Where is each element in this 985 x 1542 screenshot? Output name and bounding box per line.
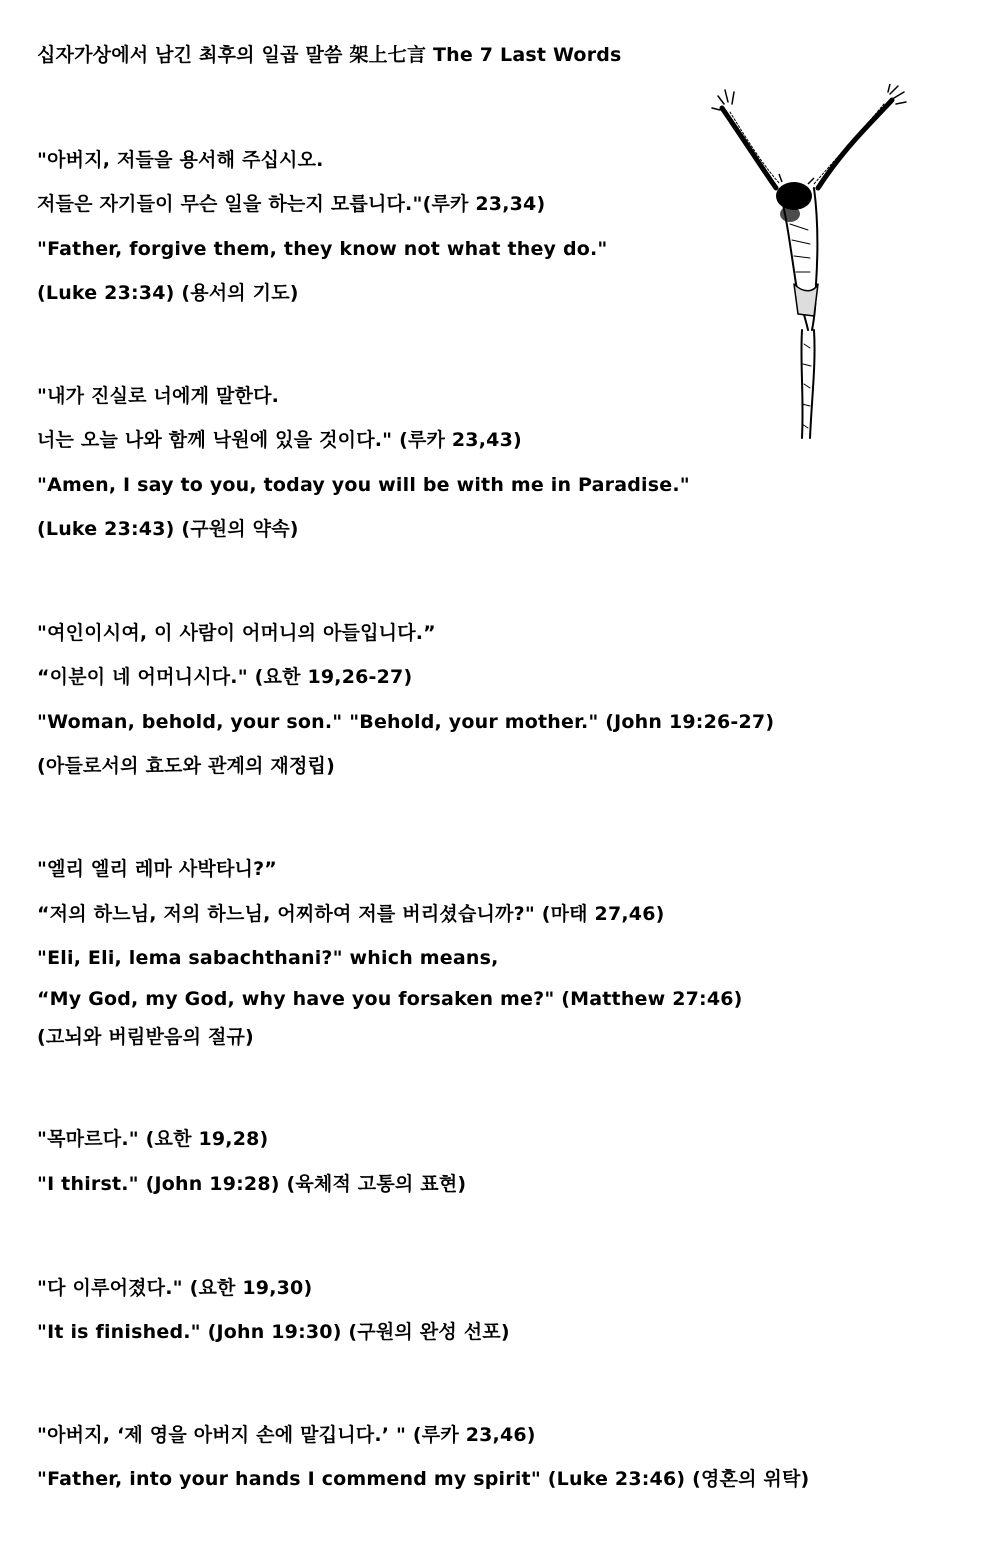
crucifix-illustration: [710, 84, 910, 444]
word2-line1: "내가 진실로 너에게 말한다.: [37, 385, 280, 407]
word2-line4: (Luke 23:43) (구원의 약속): [37, 518, 299, 540]
word6-line1: "다 이루어졌다." (요한 19,30): [37, 1277, 313, 1299]
word7-line1: "아버지, ‘제 영을 아버지 손에 맡깁니다.’ " (루카 23,46): [37, 1424, 536, 1446]
word4-line5: (고뇌와 버림받음의 절규): [37, 1026, 254, 1048]
word2-line3: "Amen, I say to you, today you will be with me in Paradise.": [37, 474, 690, 496]
word5-line2: "I thirst." (John 19:28) (육체적 고통의 표현): [37, 1173, 467, 1195]
word4-line2: “저의 하느님, 저의 하느님, 어찌하여 저를 버리셨습니까?" (마태 27,46): [37, 903, 665, 925]
word1-line2: 저들은 자기들이 무슨 일을 하는지 모릅니다."(루카 23,34): [37, 193, 546, 215]
word3-line3: "Woman, behold, your son." "Behold, your mother." (John 19:26-27): [37, 711, 775, 733]
word3-line2: “이분이 네 어머니시다." (요한 19,26-27): [37, 666, 413, 688]
word1-line4: (Luke 23:34) (용서의 기도): [37, 282, 299, 304]
word4-line4: “My God, my God, why have you forsaken me?" (Matthew 27:46): [37, 988, 743, 1010]
word6-line2: "It is finished." (John 19:30) (구원의 완성 선포): [37, 1321, 510, 1343]
word1-line3: "Father, forgive them, they know not what they do.": [37, 238, 608, 260]
word5-line1: "목마르다." (요한 19,28): [37, 1128, 269, 1150]
word4-line3: "Eli, Eli, lema sabachthani?" which means,: [37, 947, 499, 969]
word7-line2: "Father, into your hands I commend my spirit" (Luke 23:46) (영혼의 위탁): [37, 1468, 810, 1490]
word1-line1: "아버지, 저들을 용서해 주십시오.: [37, 149, 324, 171]
word3-line4: (아들로서의 효도와 관계의 재정립): [37, 755, 335, 777]
page-title: 십자가상에서 남긴 최후의 일곱 말씀 架上七言 The 7 Last Words: [37, 44, 622, 66]
word3-line1: "여인이시여, 이 사람이 어머니의 아들입니다.”: [37, 622, 436, 644]
word2-line2: 너는 오늘 나와 함께 낙원에 있을 것이다." (루카 23,43): [37, 429, 522, 451]
word4-line1: "엘리 엘리 레마 사박타니?”: [37, 858, 277, 880]
